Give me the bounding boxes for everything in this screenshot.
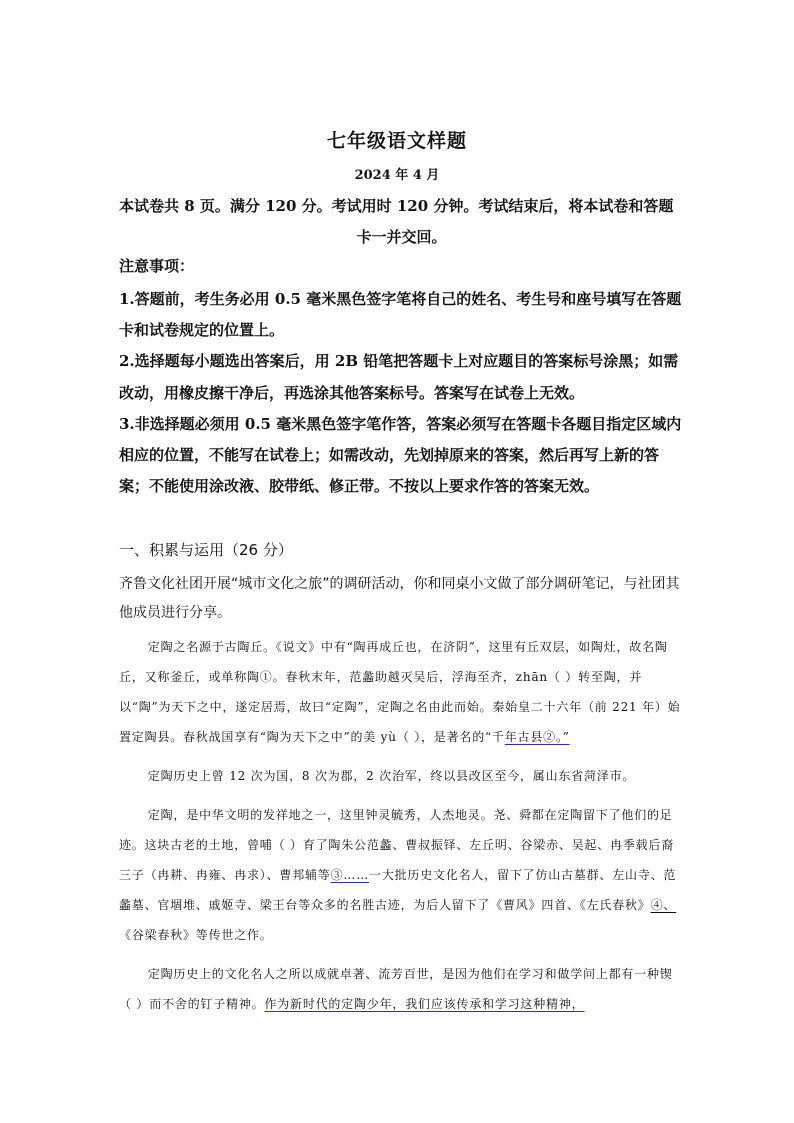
underlined-text: ④、 <box>650 898 677 912</box>
underlined-sentence: 作为新时代的定陶少年，我们应该传承和学习这种精神， <box>264 997 585 1011</box>
intro-line-1: 本试卷共 8 页。满分 120 分。考试用时 120 分钟。考试结束后，将本试卷和答题 <box>119 197 674 215</box>
paragraph-text: 一大批历史文化名人，留下了仿山古墓群、左山寺、范蠡墓、官堌堆、戚姬寺、梁王台等众多的名胜古迹，为后人留下了《曹风》四首、《左氏春秋》 <box>119 868 677 912</box>
notice-rules <box>119 284 684 502</box>
notice-heading: 注意事项： <box>119 257 195 275</box>
section-lead: 齐鲁文化社团开展“城市文化之旅”的调研活动，你和同桌小文做了部分调研笔记，与社团其他成员进行分享。 <box>119 576 680 621</box>
passage-paragraph-1 <box>119 632 684 752</box>
underlined-text: 年古县②。” <box>504 730 570 744</box>
section-heading: 一、积累与运用（26 分） <box>119 541 293 559</box>
paragraph-text: 《谷梁春秋》等传世之作。 <box>119 928 273 942</box>
paragraph-text: 定陶历史上的文化名人之所以成就卓著、流芳百世，是因为他们在学习和做学问上都有一种锲（ ）而不舍的钉子精神。 <box>119 967 673 1011</box>
exam-date: 2024 年 4 月 <box>354 168 440 183</box>
notice-rule-2: 2.选择题每小题选出答案后，用 2B 铅笔把答题卡上对应题目的答案标号涂黑；如需改动，用橡皮擦干净后，再选涂其他答案标号。答案写在试卷上无效。 <box>119 352 679 402</box>
reading-passage <box>119 632 684 1028</box>
underlined-text: ③…… <box>330 868 370 882</box>
passage-paragraph-4 <box>119 959 684 1019</box>
passage-paragraph-2: 定陶历史上曾 12 次为国，8 次为郡，2 次治军，终以县改区至今，属山东省菏泽市。 <box>147 769 636 783</box>
paragraph-text: 定陶之名源于古陶丘。《说文》中有“陶再成丘也，在济阴”，这里有丘双层，如陶灶，故名陶丘，又称釜丘，或单称陶①。春秋末年，范蠡助越灭吴后，浮海至齐，zhān（ ）转至陶，并以“陶”为天下之中，遂定居焉，故曰“定陶”，定陶之名由此而始。秦始皇二十六年（前 221 年）始置定陶县。春秋战国享有“陶为天下之中”的美 yù（ ），是著名的“千 <box>119 640 681 744</box>
intro-line-2: 卡一并交回。 <box>356 228 447 246</box>
notice-rule-3: 3.非选择题必须用 0.5 毫米黑色签字笔作答，答案必须写在答题卡各题目指定区域内相应的位置，不能写在试卷上；如需改动，先划掉原来的答案，然后再写上新的答案；不能使用涂改液、胶带纸、修正带。不按以上要求作答的答案无效。 <box>119 414 682 496</box>
passage-paragraph-3 <box>119 800 684 950</box>
notice-rule-1: 1.答题前，考生务必用 0.5 毫米黑色签字笔将自己的姓名、考生号和座号填写在答题卡和试卷规定的位置上。 <box>119 290 682 340</box>
page-title: 七年级语文样题 <box>326 130 467 152</box>
paragraph-text: 定陶，是中华文明的发祥地之一，这里钟灵毓秀，人杰地灵。尧、舜都在定陶留下了他们的足迹。这块古老的土地，曾哺（ ）育了陶朱公范蠡、曹叔振铎、左丘明、谷梁赤、吴起、冉季载后裔三子（冉耕、冉雍、冉求）、曹邦辅等 <box>119 808 675 882</box>
